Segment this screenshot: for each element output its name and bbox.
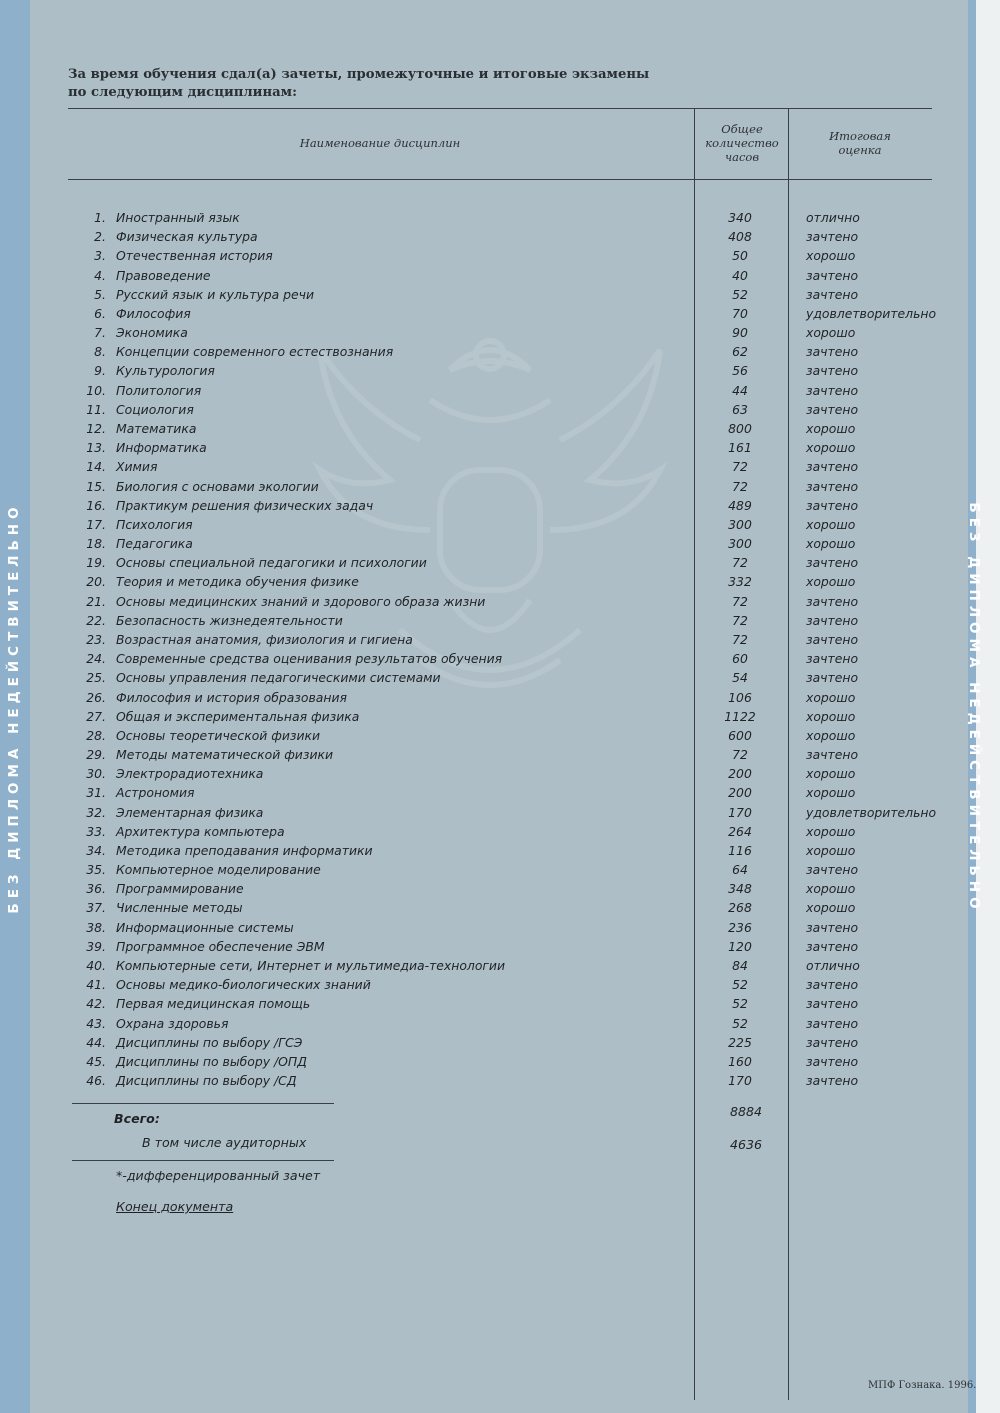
row-number: 1. bbox=[94, 210, 106, 225]
row-number: 37. bbox=[86, 900, 106, 916]
grade-value: зачтено bbox=[806, 344, 859, 360]
discipline-name: Компьютерные сети, Интернет и мультимедиа-технологии bbox=[116, 958, 506, 974]
row-number: 30. bbox=[86, 766, 106, 782]
hours-value: 50 bbox=[732, 248, 748, 264]
hours-value: 340 bbox=[728, 210, 752, 225]
table-row bbox=[0, 419, 1000, 438]
table-row bbox=[0, 438, 1000, 457]
table-row bbox=[0, 1033, 1000, 1052]
table-row bbox=[0, 764, 1000, 783]
table-row bbox=[0, 534, 1000, 553]
discipline-name: Архитектура компьютера bbox=[116, 823, 285, 839]
hours-value: 120 bbox=[728, 938, 752, 954]
discipline-name: Основы медицинских знаний и здорового образа жизни bbox=[116, 593, 486, 609]
discipline-name: Основы специальной педагогики и психологии bbox=[116, 555, 427, 571]
table-row bbox=[0, 381, 1000, 400]
row-number: 46. bbox=[86, 1073, 106, 1089]
table-row bbox=[0, 304, 1000, 323]
row-number: 12. bbox=[86, 420, 106, 436]
discipline-name: Основы управления педагогическими системами bbox=[116, 670, 441, 686]
hours-value: 60 bbox=[732, 651, 748, 667]
table-row bbox=[0, 630, 1000, 649]
table-row bbox=[0, 342, 1000, 361]
table-row bbox=[0, 1071, 1000, 1090]
hours-value: 160 bbox=[728, 1053, 752, 1069]
hours-value: 1122 bbox=[724, 708, 756, 724]
table-row bbox=[0, 592, 1000, 611]
row-number: 33. bbox=[86, 823, 106, 839]
table-row bbox=[0, 457, 1000, 476]
hours-value: 106 bbox=[728, 689, 752, 705]
row-number: 8. bbox=[94, 344, 106, 360]
discipline-name: Современные средства оценивания результатов обучения bbox=[116, 651, 503, 667]
table-row bbox=[0, 803, 1000, 822]
row-number: 9. bbox=[94, 363, 106, 379]
discipline-name: Психология bbox=[116, 516, 193, 532]
table-row bbox=[0, 994, 1000, 1013]
discipline-name: Информатика bbox=[116, 440, 207, 456]
row-number: 31. bbox=[86, 785, 106, 801]
hours-value: 600 bbox=[728, 727, 752, 743]
grade-value: хорошо bbox=[806, 536, 856, 552]
table-row bbox=[0, 879, 1000, 898]
table-row bbox=[0, 860, 1000, 879]
grade-value: зачтено bbox=[806, 612, 859, 628]
grade-value: хорошо bbox=[806, 248, 856, 264]
discipline-name: Охрана здоровья bbox=[116, 1015, 229, 1031]
row-number: 10. bbox=[86, 382, 106, 398]
table-row bbox=[0, 745, 1000, 764]
grade-value: хорошо bbox=[806, 727, 856, 743]
hours-value: 200 bbox=[728, 766, 752, 782]
hours-value: 70 bbox=[732, 305, 748, 321]
discipline-name: Химия bbox=[116, 459, 158, 475]
hours-value: 64 bbox=[732, 862, 748, 878]
hours-value: 72 bbox=[732, 593, 748, 609]
discipline-name: Информационные системы bbox=[116, 919, 294, 935]
row-number: 11. bbox=[86, 401, 106, 417]
grade-value: зачтено bbox=[806, 363, 859, 379]
grade-value: зачтено bbox=[806, 267, 859, 283]
heading-line-2: по следующим дисциплинам: bbox=[68, 85, 297, 100]
grade-value: зачтено bbox=[806, 593, 859, 609]
grade-value: хорошо bbox=[806, 325, 856, 341]
heading-line-1: За время обучения сдал(а) зачеты, промежуточные и итоговые экзамены bbox=[68, 67, 650, 82]
hours-value: 54 bbox=[732, 670, 748, 686]
table-row bbox=[0, 975, 1000, 994]
discipline-name: Политология bbox=[116, 382, 202, 398]
table-row bbox=[0, 668, 1000, 687]
table-row bbox=[0, 572, 1000, 591]
grade-value: удовлетворительно bbox=[806, 305, 937, 321]
row-number: 16. bbox=[86, 497, 106, 513]
grade-value: зачтено bbox=[806, 670, 859, 686]
column-header-hours-line-1: Общее bbox=[721, 122, 763, 136]
hours-value: 408 bbox=[728, 229, 752, 245]
hours-value: 44 bbox=[732, 382, 748, 398]
hours-value: 236 bbox=[728, 919, 752, 935]
table-row bbox=[0, 400, 1000, 419]
discipline-name: Дисциплины по выбору /ОПД bbox=[116, 1053, 307, 1069]
column-header-grade-line-1: Итоговая bbox=[829, 129, 891, 143]
hours-value: 489 bbox=[728, 497, 752, 513]
row-number: 17. bbox=[86, 516, 106, 532]
discipline-name: Биология с основами экологии bbox=[116, 478, 319, 494]
auditory-value: 4636 bbox=[729, 1137, 763, 1152]
discipline-name: Дисциплины по выбору /СД bbox=[116, 1073, 297, 1089]
column-header-hours-line-2: количество bbox=[705, 136, 779, 150]
row-number: 26. bbox=[86, 689, 106, 705]
grade-value: хорошо bbox=[806, 516, 856, 532]
hours-value: 264 bbox=[728, 823, 752, 839]
hours-value: 52 bbox=[732, 977, 748, 993]
hours-value: 90 bbox=[732, 325, 748, 341]
hours-value: 300 bbox=[728, 536, 752, 552]
discipline-name: Астрономия bbox=[116, 785, 195, 801]
discipline-name: Культурология bbox=[116, 363, 215, 379]
grade-value: хорошо bbox=[806, 900, 856, 916]
hours-value: 72 bbox=[732, 631, 748, 647]
hours-value: 72 bbox=[732, 555, 748, 571]
table-row bbox=[0, 553, 1000, 572]
row-number: 25. bbox=[86, 670, 106, 686]
row-number: 4. bbox=[94, 267, 106, 283]
grade-value: хорошо bbox=[806, 785, 856, 801]
grade-value: зачтено bbox=[806, 862, 859, 878]
table-row bbox=[0, 1052, 1000, 1071]
discipline-name: Правоведение bbox=[116, 267, 211, 283]
discipline-name: Методика преподавания информатики bbox=[116, 842, 373, 858]
grade-value: зачтено bbox=[806, 286, 859, 302]
table-row bbox=[0, 1014, 1000, 1033]
hours-value: 52 bbox=[732, 996, 748, 1012]
discipline-name: Философия bbox=[116, 305, 191, 321]
grade-value: зачтено bbox=[806, 651, 859, 667]
hours-value: 170 bbox=[728, 1073, 752, 1089]
discipline-name: Экономика bbox=[116, 325, 188, 341]
grade-value: зачтено bbox=[806, 382, 859, 398]
grade-value: зачтено bbox=[806, 631, 859, 647]
hours-value: 300 bbox=[728, 516, 752, 532]
grade-value: зачтено bbox=[806, 938, 859, 954]
row-number: 21. bbox=[86, 593, 106, 609]
row-number: 38. bbox=[86, 919, 106, 935]
table-row bbox=[0, 956, 1000, 975]
discipline-name: Физическая культура bbox=[116, 229, 258, 245]
document-heading bbox=[68, 66, 649, 102]
table-row bbox=[0, 649, 1000, 668]
grade-value: зачтено bbox=[806, 1053, 859, 1069]
hours-value: 62 bbox=[732, 344, 748, 360]
hours-value: 72 bbox=[732, 612, 748, 628]
discipline-name: Безопасность жизнедеятельности bbox=[116, 612, 343, 628]
hours-value: 52 bbox=[732, 1015, 748, 1031]
discipline-name: Программирование bbox=[116, 881, 244, 897]
row-number: 19. bbox=[86, 555, 106, 571]
grade-value: зачтено bbox=[806, 229, 859, 245]
table-row bbox=[0, 323, 1000, 342]
table-row bbox=[0, 841, 1000, 860]
hours-value: 72 bbox=[732, 747, 748, 763]
row-number: 44. bbox=[86, 1034, 106, 1050]
row-number: 14. bbox=[86, 459, 106, 475]
row-number: 23. bbox=[86, 631, 106, 647]
row-number: 3. bbox=[94, 248, 106, 264]
discipline-name: Методы математической физики bbox=[116, 747, 334, 763]
discipline-name: Философия и история образования bbox=[116, 689, 347, 705]
discipline-name: Социология bbox=[116, 401, 194, 417]
row-number: 34. bbox=[86, 842, 106, 858]
table-row bbox=[0, 822, 1000, 841]
discipline-name: Компьютерное моделирование bbox=[116, 862, 321, 878]
discipline-name: Первая медицинская помощь bbox=[116, 996, 311, 1012]
hours-value: 116 bbox=[728, 842, 752, 858]
grade-value: зачтено bbox=[806, 1015, 859, 1031]
grade-value: зачтено bbox=[806, 401, 859, 417]
table-row bbox=[0, 285, 1000, 304]
printer-imprint: МПФ Гознака. 1996. bbox=[868, 1380, 977, 1391]
table-row bbox=[0, 361, 1000, 380]
row-number: 20. bbox=[86, 574, 106, 590]
hours-value: 72 bbox=[732, 459, 748, 475]
grade-value: зачтено bbox=[806, 555, 859, 571]
totals-top-rule bbox=[72, 1103, 334, 1104]
discipline-name: Основы медико-биологических знаний bbox=[116, 977, 371, 993]
row-number: 27. bbox=[86, 708, 106, 724]
discipline-name: Элементарная физика bbox=[116, 804, 264, 820]
grade-value: хорошо bbox=[806, 440, 856, 456]
table-row bbox=[0, 726, 1000, 745]
grade-value: зачтено bbox=[806, 919, 859, 935]
discipline-name: Общая и экспериментальная физика bbox=[116, 708, 360, 724]
table-row bbox=[0, 611, 1000, 630]
row-number: 41. bbox=[86, 977, 106, 993]
discipline-name: Математика bbox=[116, 420, 197, 436]
row-number: 29. bbox=[86, 747, 106, 763]
row-number: 2. bbox=[94, 229, 106, 245]
total-label: Всего: bbox=[114, 1111, 160, 1126]
row-number: 39. bbox=[86, 938, 106, 954]
column-header-grade bbox=[800, 129, 920, 157]
table-row bbox=[0, 783, 1000, 802]
row-number: 43. bbox=[86, 1015, 106, 1031]
column-header-name: Наименование дисциплин bbox=[299, 136, 461, 150]
footnote-diff-credit: *-дифференцированный зачет bbox=[116, 1168, 321, 1183]
hours-value: 52 bbox=[732, 286, 748, 302]
discipline-name: Отечественная история bbox=[116, 248, 273, 264]
hours-value: 800 bbox=[728, 420, 752, 436]
grade-value: зачтено bbox=[806, 478, 859, 494]
table-row bbox=[0, 246, 1000, 265]
row-number: 18. bbox=[86, 536, 106, 552]
grade-value: хорошо bbox=[806, 420, 856, 436]
hours-value: 63 bbox=[732, 401, 748, 417]
hours-value: 225 bbox=[728, 1034, 752, 1050]
grade-value: зачтено bbox=[806, 996, 859, 1012]
grade-value: зачтено bbox=[806, 747, 859, 763]
hours-value: 56 bbox=[732, 363, 748, 379]
hours-value: 40 bbox=[732, 267, 748, 283]
grade-value: зачтено bbox=[806, 977, 859, 993]
row-number: 45. bbox=[86, 1053, 106, 1069]
hours-value: 84 bbox=[732, 958, 748, 974]
total-value: 8884 bbox=[729, 1104, 763, 1119]
row-number: 22. bbox=[86, 612, 106, 628]
table-row bbox=[0, 515, 1000, 534]
left-stripe-text: БЕЗ ДИПЛОМА НЕДЕЙСТВИТЕЛЬНО bbox=[6, 502, 22, 914]
grade-value: хорошо bbox=[806, 574, 856, 590]
grade-value: хорошо bbox=[806, 766, 856, 782]
table-row bbox=[0, 227, 1000, 246]
hours-value: 170 bbox=[728, 804, 752, 820]
table-top-rule bbox=[68, 108, 932, 109]
table-row bbox=[0, 266, 1000, 285]
row-number: 32. bbox=[86, 804, 106, 820]
row-number: 6. bbox=[94, 305, 106, 321]
table-row bbox=[0, 707, 1000, 726]
table-row bbox=[0, 208, 1000, 227]
grade-value: зачтено bbox=[806, 1034, 859, 1050]
hours-value: 348 bbox=[728, 881, 752, 897]
end-of-document: Конец документа bbox=[116, 1199, 234, 1214]
discipline-name: Программное обеспечение ЭВМ bbox=[116, 938, 325, 954]
discipline-name: Концепции современного естествознания bbox=[116, 344, 394, 360]
row-number: 42. bbox=[86, 996, 106, 1012]
table-row bbox=[0, 937, 1000, 956]
discipline-name: Основы теоретической физики bbox=[116, 727, 321, 743]
table-header-rule bbox=[68, 179, 932, 180]
row-number: 15. bbox=[86, 478, 106, 494]
discipline-name: Численные методы bbox=[116, 900, 243, 916]
discipline-name: Теория и методика обучения физике bbox=[116, 574, 359, 590]
discipline-name: Педагогика bbox=[116, 536, 193, 552]
table-row bbox=[0, 918, 1000, 937]
grade-value: зачтено bbox=[806, 459, 859, 475]
column-header-grade-line-2: оценка bbox=[838, 143, 882, 157]
discipline-name: Иностранный язык bbox=[116, 210, 240, 225]
table-row bbox=[0, 496, 1000, 515]
discipline-name: Дисциплины по выбору /ГСЭ bbox=[116, 1034, 303, 1050]
grade-value: зачтено bbox=[806, 497, 859, 513]
row-number: 5. bbox=[94, 286, 106, 302]
table-row bbox=[0, 688, 1000, 707]
totals-bottom-rule bbox=[72, 1160, 334, 1161]
hours-value: 161 bbox=[728, 440, 752, 456]
right-stripe-text: БЕЗ ДИПЛОМА НЕДЕЙСТВИТЕЛЬНО bbox=[966, 502, 982, 914]
table-row bbox=[0, 477, 1000, 496]
row-number: 13. bbox=[86, 440, 106, 456]
grade-value: хорошо bbox=[806, 689, 856, 705]
grade-value: зачтено bbox=[806, 1073, 859, 1089]
row-number: 36. bbox=[86, 881, 106, 897]
hours-value: 268 bbox=[728, 900, 752, 916]
hours-value: 332 bbox=[728, 574, 752, 590]
grade-value: хорошо bbox=[806, 708, 856, 724]
discipline-name: Электрорадиотехника bbox=[116, 766, 264, 782]
row-number: 40. bbox=[86, 958, 106, 974]
row-number: 28. bbox=[86, 727, 106, 743]
grade-value: удовлетворительно bbox=[806, 804, 937, 820]
discipline-name: Русский язык и культура речи bbox=[116, 286, 315, 302]
column-header-hours bbox=[700, 122, 784, 164]
column-header-hours-line-3: часов bbox=[724, 150, 760, 164]
auditory-label: В том числе аудиторных bbox=[142, 1135, 307, 1150]
row-number: 35. bbox=[86, 862, 106, 878]
hours-value: 72 bbox=[732, 478, 748, 494]
grade-value: хорошо bbox=[806, 823, 856, 839]
grade-value: отлично bbox=[806, 958, 860, 974]
discipline-name: Возрастная анатомия, физиология и гигиена bbox=[116, 631, 413, 647]
table-row bbox=[0, 898, 1000, 917]
grade-value: отлично bbox=[806, 210, 860, 225]
row-number: 7. bbox=[94, 325, 106, 341]
grade-value: хорошо bbox=[806, 842, 856, 858]
hours-value: 200 bbox=[728, 785, 752, 801]
row-number: 24. bbox=[86, 651, 106, 667]
grade-value: хорошо bbox=[806, 881, 856, 897]
discipline-name: Практикум решения физических задач bbox=[116, 497, 374, 513]
